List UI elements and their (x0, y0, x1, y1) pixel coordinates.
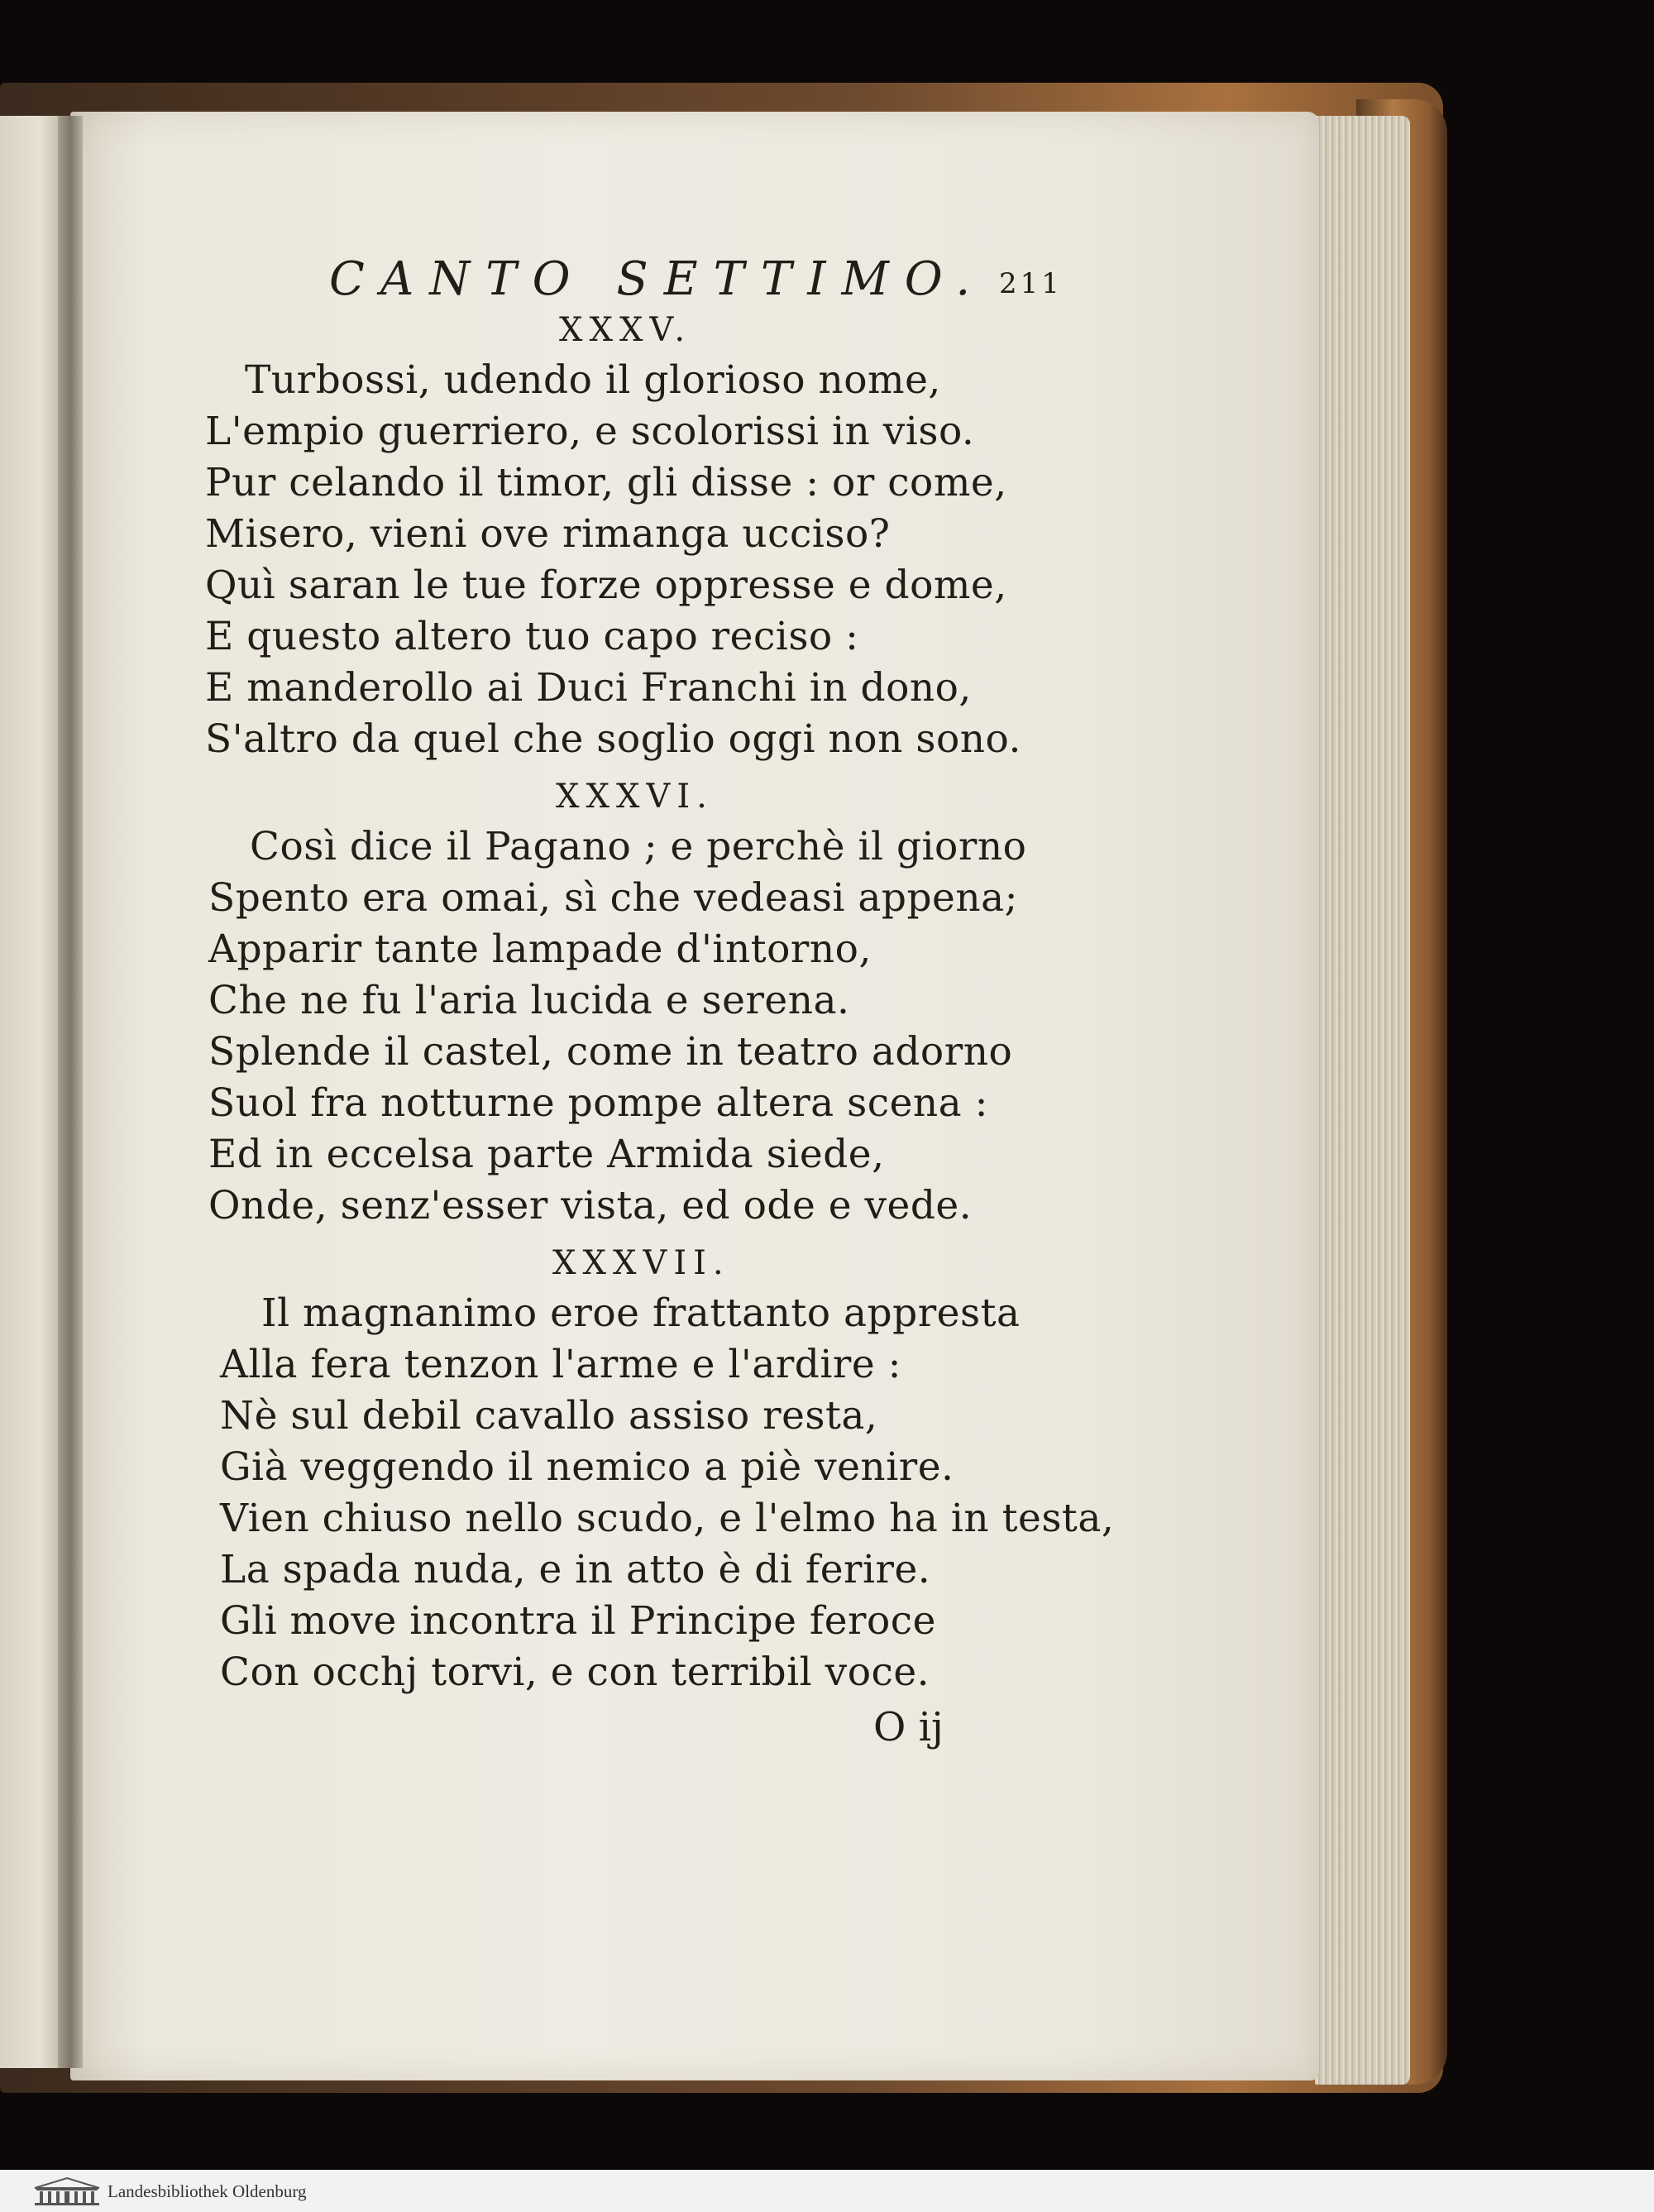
book-gutter (58, 116, 83, 2068)
verse-line: Onde, senz'esser vista, ed ode e vede. (208, 1183, 973, 1228)
verse-line: Misero, vieni ove rimanga ucciso? (205, 511, 891, 557)
page-edges (1315, 116, 1410, 2085)
page-number: 211 (999, 267, 1063, 300)
verse-line: Il magnanimo eroe frattanto appresta (261, 1290, 1021, 1336)
verse-line: Vien chiuso nello scudo, e l'elmo ha in testa, (220, 1496, 1115, 1541)
verse-line: La spada nuda, e in atto è di ferire. (220, 1547, 931, 1592)
stanza-number: XXXVII. (552, 1244, 730, 1282)
verse-line: Gli move incontra il Principe feroce (220, 1598, 936, 1644)
footer-bar (0, 2170, 1654, 2212)
verse-line: Già veggendo il nemico a piè venire. (220, 1444, 954, 1490)
left-facing-page (0, 116, 66, 2068)
verse-line: Suol fra notturne pompe altera scena : (208, 1080, 988, 1126)
signature-mark: O ij (873, 1704, 944, 1750)
verse-line: Che ne fu l'aria lucida e serena. (208, 978, 850, 1023)
verse-line: E manderollo ai Duci Franchi in dono, (205, 665, 972, 711)
stanza-number: XXXVI. (556, 778, 714, 816)
verse-line: Così dice il Pagano ; e perchè il giorno (250, 824, 1027, 869)
verse-line: Splende il castel, come in teatro adorno (208, 1029, 1013, 1075)
verse-line: Con occhj torvi, e con terribil voce. (220, 1649, 930, 1695)
verse-line: Apparir tante lampade d'intorno, (208, 926, 872, 972)
verse-line: Pur celando il timor, gli disse : or come, (205, 460, 1007, 505)
verse-line: E questo altero tuo capo reciso : (205, 614, 859, 659)
verse-line: Ed in eccelsa parte Armida siede, (208, 1132, 885, 1177)
verse-line: Turbossi, udendo il glorioso nome, (245, 357, 941, 403)
verse-line: Quì saran le tue forze oppresse e dome, (205, 563, 1007, 608)
verse-line: Spento era omai, sì che vedeasi appena; (208, 875, 1018, 921)
verse-line: L'empio guerriero, e scolorissi in viso. (205, 409, 975, 454)
verse-line: S'altro da quel che soglio oggi non sono. (205, 716, 1021, 762)
verse-line: Alla fera tenzon l'arme e l'ardire : (220, 1342, 901, 1387)
stanza-number: XXXV. (559, 311, 692, 349)
verse-line: Nè sul debil cavallo assiso resta, (220, 1393, 878, 1439)
library-logo-icon (33, 2176, 101, 2206)
running-title: CANTO SETTIMO. (329, 252, 987, 306)
library-name: Landesbibliothek Oldenburg (108, 2181, 307, 2201)
